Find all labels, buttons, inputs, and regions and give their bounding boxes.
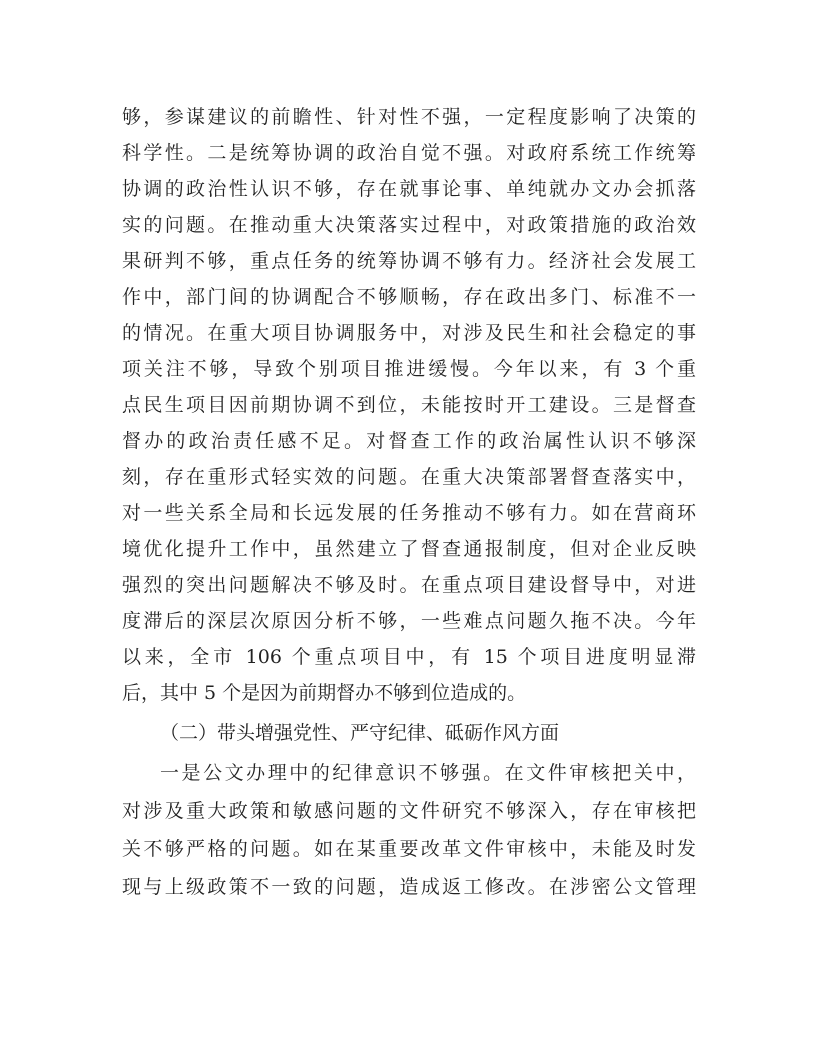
paragraph-line: 果研判不够，重点任务的统筹协调不够有力。经济社会发展工: [122, 250, 696, 272]
paragraph-line: 现与上级政策不一致的问题，造成返工修改。在涉密公文管理: [122, 876, 696, 898]
paragraph-line: 以来，全市 106 个重点项目中，有 15 个项目进度明显滞: [122, 646, 696, 668]
paragraph-line: 刻，存在重形式轻实效的问题。在重大决策部署督查落实中，: [122, 466, 696, 488]
paragraph-line: 对涉及重大政策和敏感问题的文件研究不够深入，存在审核把: [122, 800, 696, 822]
paragraph-line: 科学性。二是统筹协调的政治自觉不强。对政府系统工作统筹: [122, 142, 696, 164]
paragraph-line: 对一些关系全局和长远发展的任务推动不够有力。如在营商环: [122, 502, 696, 524]
paragraph-line: 协调的政治性认识不够，存在就事论事、单纯就办文办会抓落: [122, 178, 696, 200]
paragraph-line: 作中，部门间的协调配合不够顺畅，存在政出多门、标准不一: [122, 286, 696, 308]
paragraph-line: 督办的政治责任感不足。对督查工作的政治属性认识不够深: [122, 430, 696, 452]
paragraph-line: 实的问题。在推动重大决策落实过程中，对政策措施的政治效: [122, 214, 696, 236]
paragraph-line: 一是公文办理中的纪律意识不够强。在文件审核把关中，: [160, 762, 696, 784]
paragraph-line: 后，其中 5 个是因为前期督办不够到位造成的。: [122, 682, 527, 704]
paragraph-line: 点民生项目因前期协调不到位，未能按时开工建设。三是督查: [122, 394, 696, 416]
paragraph-line: 的情况。在重大项目协调服务中，对涉及民生和社会稳定的事: [122, 322, 696, 344]
paragraph-line: 强烈的突出问题解决不够及时。在重点项目建设督导中，对进: [122, 574, 696, 596]
paragraph-line: 度滞后的深层次原因分析不够，一些难点问题久拖不决。今年: [122, 610, 696, 632]
paragraph-line: 关不够严格的问题。如在某重要改革文件审核中，未能及时发: [122, 838, 696, 860]
paragraph-line: 够，参谋建议的前瞻性、针对性不强，一定程度影响了决策的: [122, 106, 696, 128]
section-heading: （二）带头增强党性、严守纪律、砥砺作风方面: [160, 722, 560, 744]
paragraph-line: 项关注不够，导致个别项目推进缓慢。今年以来，有 3 个重: [122, 358, 696, 380]
paragraph-line: 境优化提升工作中，虽然建立了督查通报制度，但对企业反映: [122, 538, 696, 560]
